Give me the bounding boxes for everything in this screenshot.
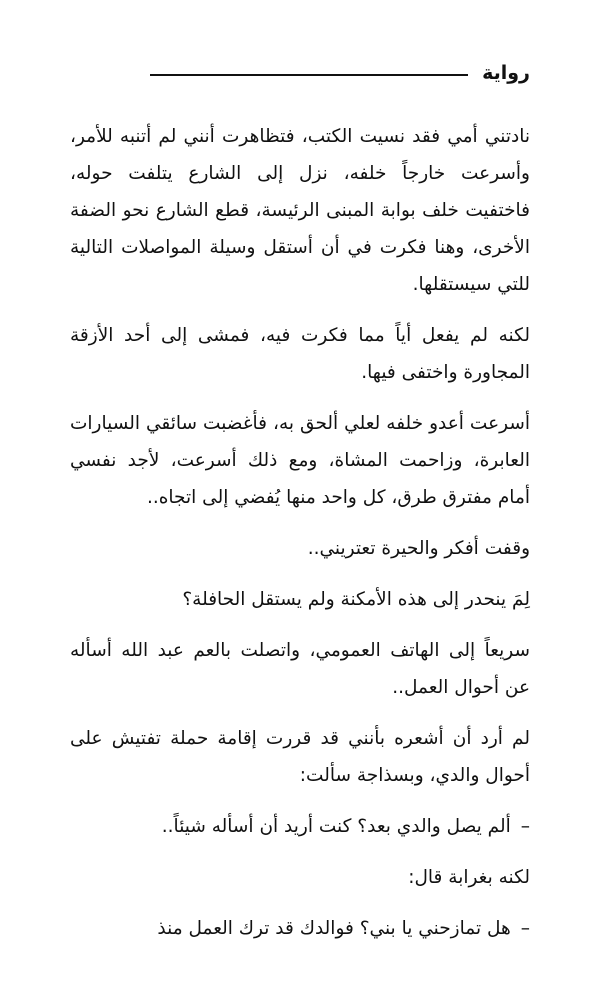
page-header [150,58,530,88]
dialogue-text: ألم يصل والدي بعد؟ كنت أريد أن أسأله شيئاً.. [161,816,511,837]
paragraph: سريعاً إلى الهاتف العمومي، واتصلت بالعم عبد الله أسأله عن أحوال العمل.. [70,640,530,698]
dialogue-dash: – [520,816,530,837]
dialogue-line [70,808,530,845]
paragraph: لكنه لم يفعل أياً مما فكرت فيه، فمشى إلى أحد الأزقة المجاورة واختفى فيها. [70,325,530,383]
running-title: رواية [482,62,530,84]
dialogue-line [70,910,530,947]
paragraph: لكنه بغرابة قال: [408,867,530,888]
dialogue-text: هل تمازحني يا بني؟ فوالدك قد ترك العمل منذ [157,918,511,939]
paragraph: أسرعت أعدو خلفه لعلي ألحق به، فأغضبت سائقي السيارات العابرة، وزاحمت المشاة، ومع ذلك أسرعت، لأجد نفسي أمام مفترق طرق، كل واحد منها يُفضي إلى اتجاه.. [70,413,530,508]
paragraph: لم أرد أن أشعره بأنني قد قررت إقامة حملة تفتيش على أحوال والدي، وبسذاجة سألت: [70,728,530,786]
header-rule [150,74,468,76]
paragraph: لِمَ ينحدر إلى هذه الأمكنة ولم يستقل الحافلة؟ [182,589,530,610]
paragraph: وقفت أفكر والحيرة تعتريني.. [307,538,530,559]
paragraph: نادتني أمي فقد نسيت الكتب، فتظاهرت أنني لم أتنبه للأمر، وأسرعت خارجاً خلفه، نزل إلى الشارع يتلفت حوله، فاختفيت خلف بوابة المبنى الرئيسة، قطع الشارع نحو الضفة الأخرى، وهنا فكرت في أن أستقل وسيلة المواصلات التالية للتي سيستقلها. [70,126,530,295]
body-text [70,118,530,961]
dialogue-dash: – [520,918,530,939]
